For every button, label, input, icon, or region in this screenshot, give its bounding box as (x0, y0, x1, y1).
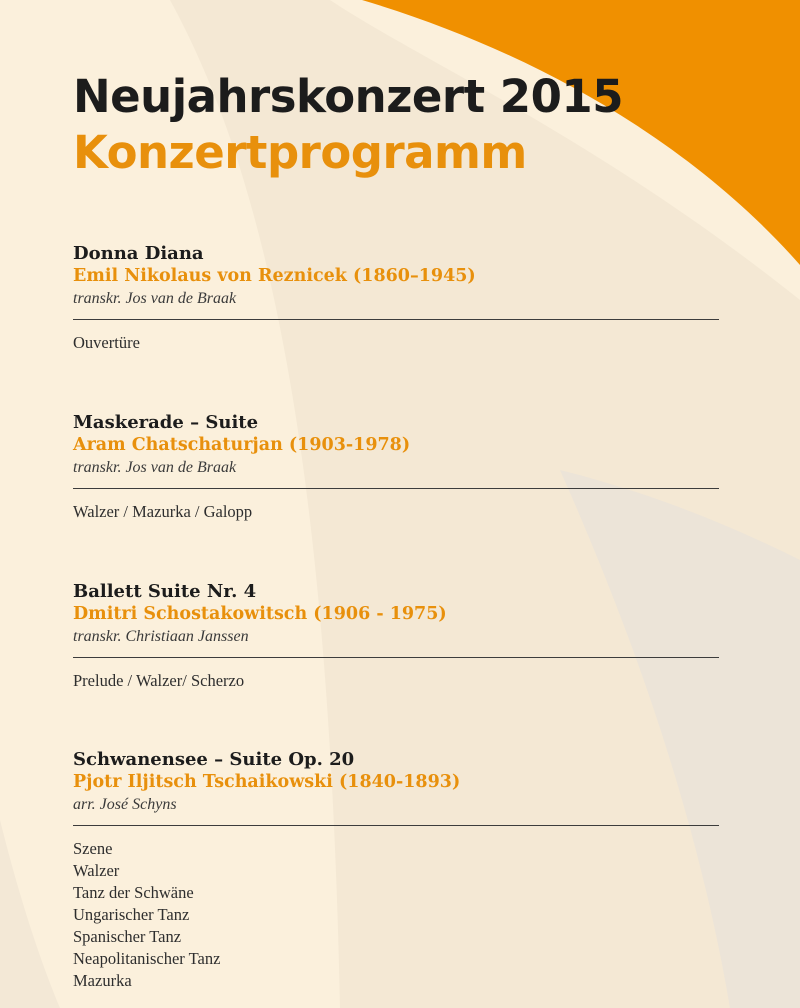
program-item-ballett-suite (73, 580, 719, 692)
piece-composer: Pjotr Iljitsch Tschaikowski (1840-1893) (73, 772, 461, 792)
movement-item: Walzer (73, 861, 120, 880)
movement-item: Szene (73, 839, 113, 858)
movement-list (73, 838, 719, 992)
piece-composer: Emil Nikolaus von Reznicek (1860–1945) (73, 266, 476, 286)
movement-item: Ungarischer Tanz (73, 905, 190, 924)
movement-list (73, 501, 719, 523)
piece-arranger: transkr. Jos van de Braak (73, 290, 237, 307)
divider-line (73, 319, 719, 320)
background-swoosh-left (0, 820, 60, 1008)
piece-title: Schwanensee – Suite Op. 20 (73, 749, 355, 770)
program-item-schwanensee (73, 748, 719, 992)
divider-line (73, 657, 719, 658)
program-item-maskerade (73, 411, 719, 523)
movement-list (73, 332, 719, 354)
movement-item: Neapolitanischer Tanz (73, 949, 221, 968)
movement-item: Prelude / Walzer/ Scherzo (73, 671, 245, 690)
piece-arranger: arr. José Schyns (73, 796, 177, 813)
piece-composer: Dmitri Schostakowitsch (1906 - 1975) (73, 604, 447, 624)
movement-item: Walzer / Mazurka / Galopp (73, 502, 253, 521)
movement-list (73, 670, 719, 692)
piece-title: Donna Diana (73, 243, 204, 264)
piece-composer: Aram Chatschaturjan (1903-1978) (73, 435, 411, 455)
page-title: Neujahrskonzert 2015 (73, 70, 624, 123)
divider-line (73, 825, 719, 826)
movement-item: Spanischer Tanz (73, 927, 182, 946)
piece-title: Ballett Suite Nr. 4 (73, 581, 257, 602)
piece-arranger: transkr. Christiaan Janssen (73, 628, 249, 645)
piece-title: Maskerade – Suite (73, 412, 259, 433)
movement-item: Ouvertüre (73, 333, 140, 352)
page-subtitle: Konzertprogramm (73, 126, 527, 179)
piece-arranger: transkr. Jos van de Braak (73, 459, 237, 476)
divider-line (73, 488, 719, 489)
movement-item: Tanz der Schwäne (73, 883, 194, 902)
movement-item: Mazurka (73, 971, 132, 990)
program-item-donna-diana (73, 242, 719, 354)
